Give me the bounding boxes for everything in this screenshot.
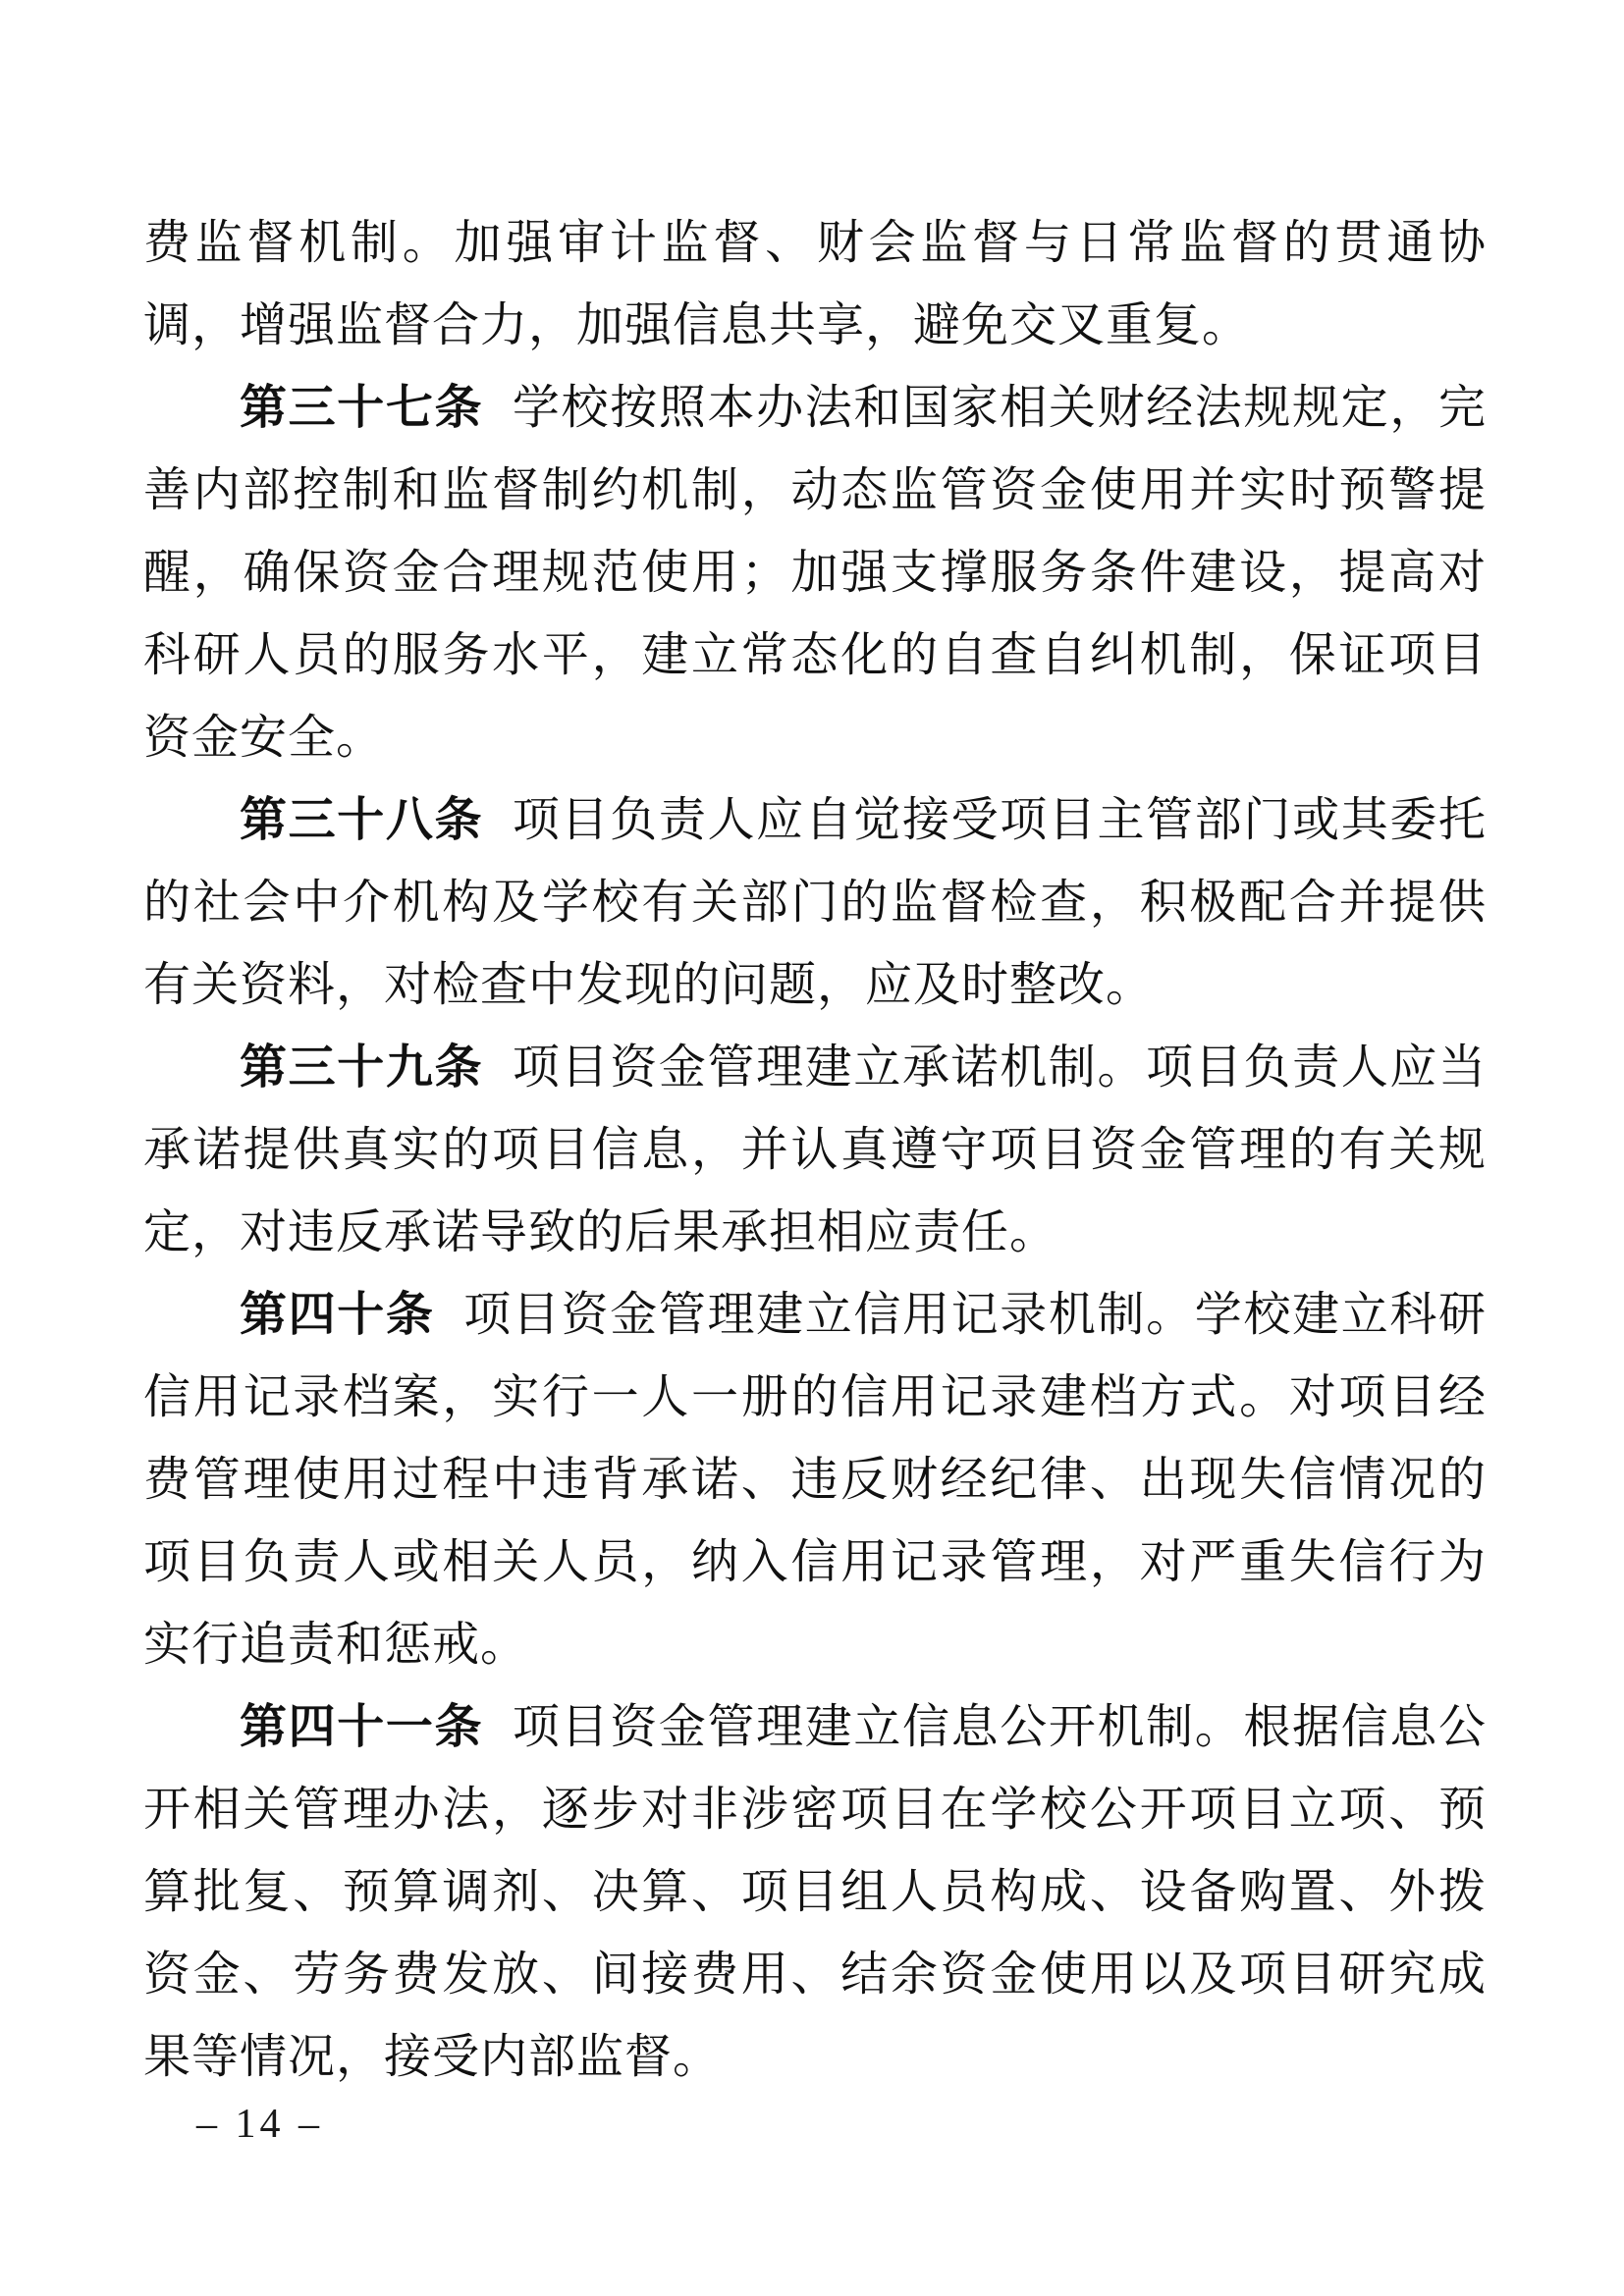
paragraph [143,367,1487,779]
paragraph-text: 费监督机制。加强审计监督、财会监督与日常监督的贯通协调，增强监督合力，加强信息共享，避免交叉重复。 [143,217,1487,351]
paragraph-text: 项目资金管理建立信息公开机制。根据信息公开相关管理办法，逐步对非涉密项目在学校公开项目立项、预算批复、预算调剂、决算、项目组人员构成、设备购置、外拨资金、劳务费发放、间接费用、结余资金使用以及项目研究成果等情况，接受内部监督。 [143,1701,1487,2083]
paragraph [143,779,1487,1027]
paragraph [143,202,1487,367]
page-number: – 14 – [196,2102,323,2147]
document-body [143,202,1487,2099]
article-number: 第三十八条 [240,794,484,846]
paragraph [143,1686,1487,2099]
paragraph-text: 学校按照本办法和国家相关财经法规规定，完善内部控制和监督制约机制，动态监管资金使用并实时预警提醒，确保资金合理规范使用；加强支撑服务条件建设，提高对科研人员的服务水平，建立常态化的自查自纠机制，保证项目资金安全。 [143,382,1487,764]
article-number: 第四十一条 [240,1701,484,1753]
paragraph-text: 项目资金管理建立信用记录机制。学校建立科研信用记录档案，实行一人一册的信用记录建档方式。对项目经费管理使用过程中违背承诺、违反财经纪律、出现失信情况的项目负责人或相关人员，纳入信用记录管理，对严重失信行为实行追责和惩戒。 [143,1289,1487,1671]
paragraph [143,1274,1487,1686]
article-number: 第三十九条 [240,1041,484,1094]
article-number: 第四十条 [240,1289,435,1341]
paragraph-text: 项目资金管理建立承诺机制。项目负责人应当承诺提供真实的项目信息，并认真遵守项目资金管理的有关规定，对违反承诺导致的后果承担相应责任。 [143,1041,1487,1258]
article-number: 第三十七条 [240,382,484,434]
paragraph-text: 项目负责人应自觉接受项目主管部门或其委托的社会中介机构及学校有关部门的监督检查，积极配合并提供有关资料，对检查中发现的问题，应及时整改。 [143,794,1487,1011]
paragraph [143,1027,1487,1274]
